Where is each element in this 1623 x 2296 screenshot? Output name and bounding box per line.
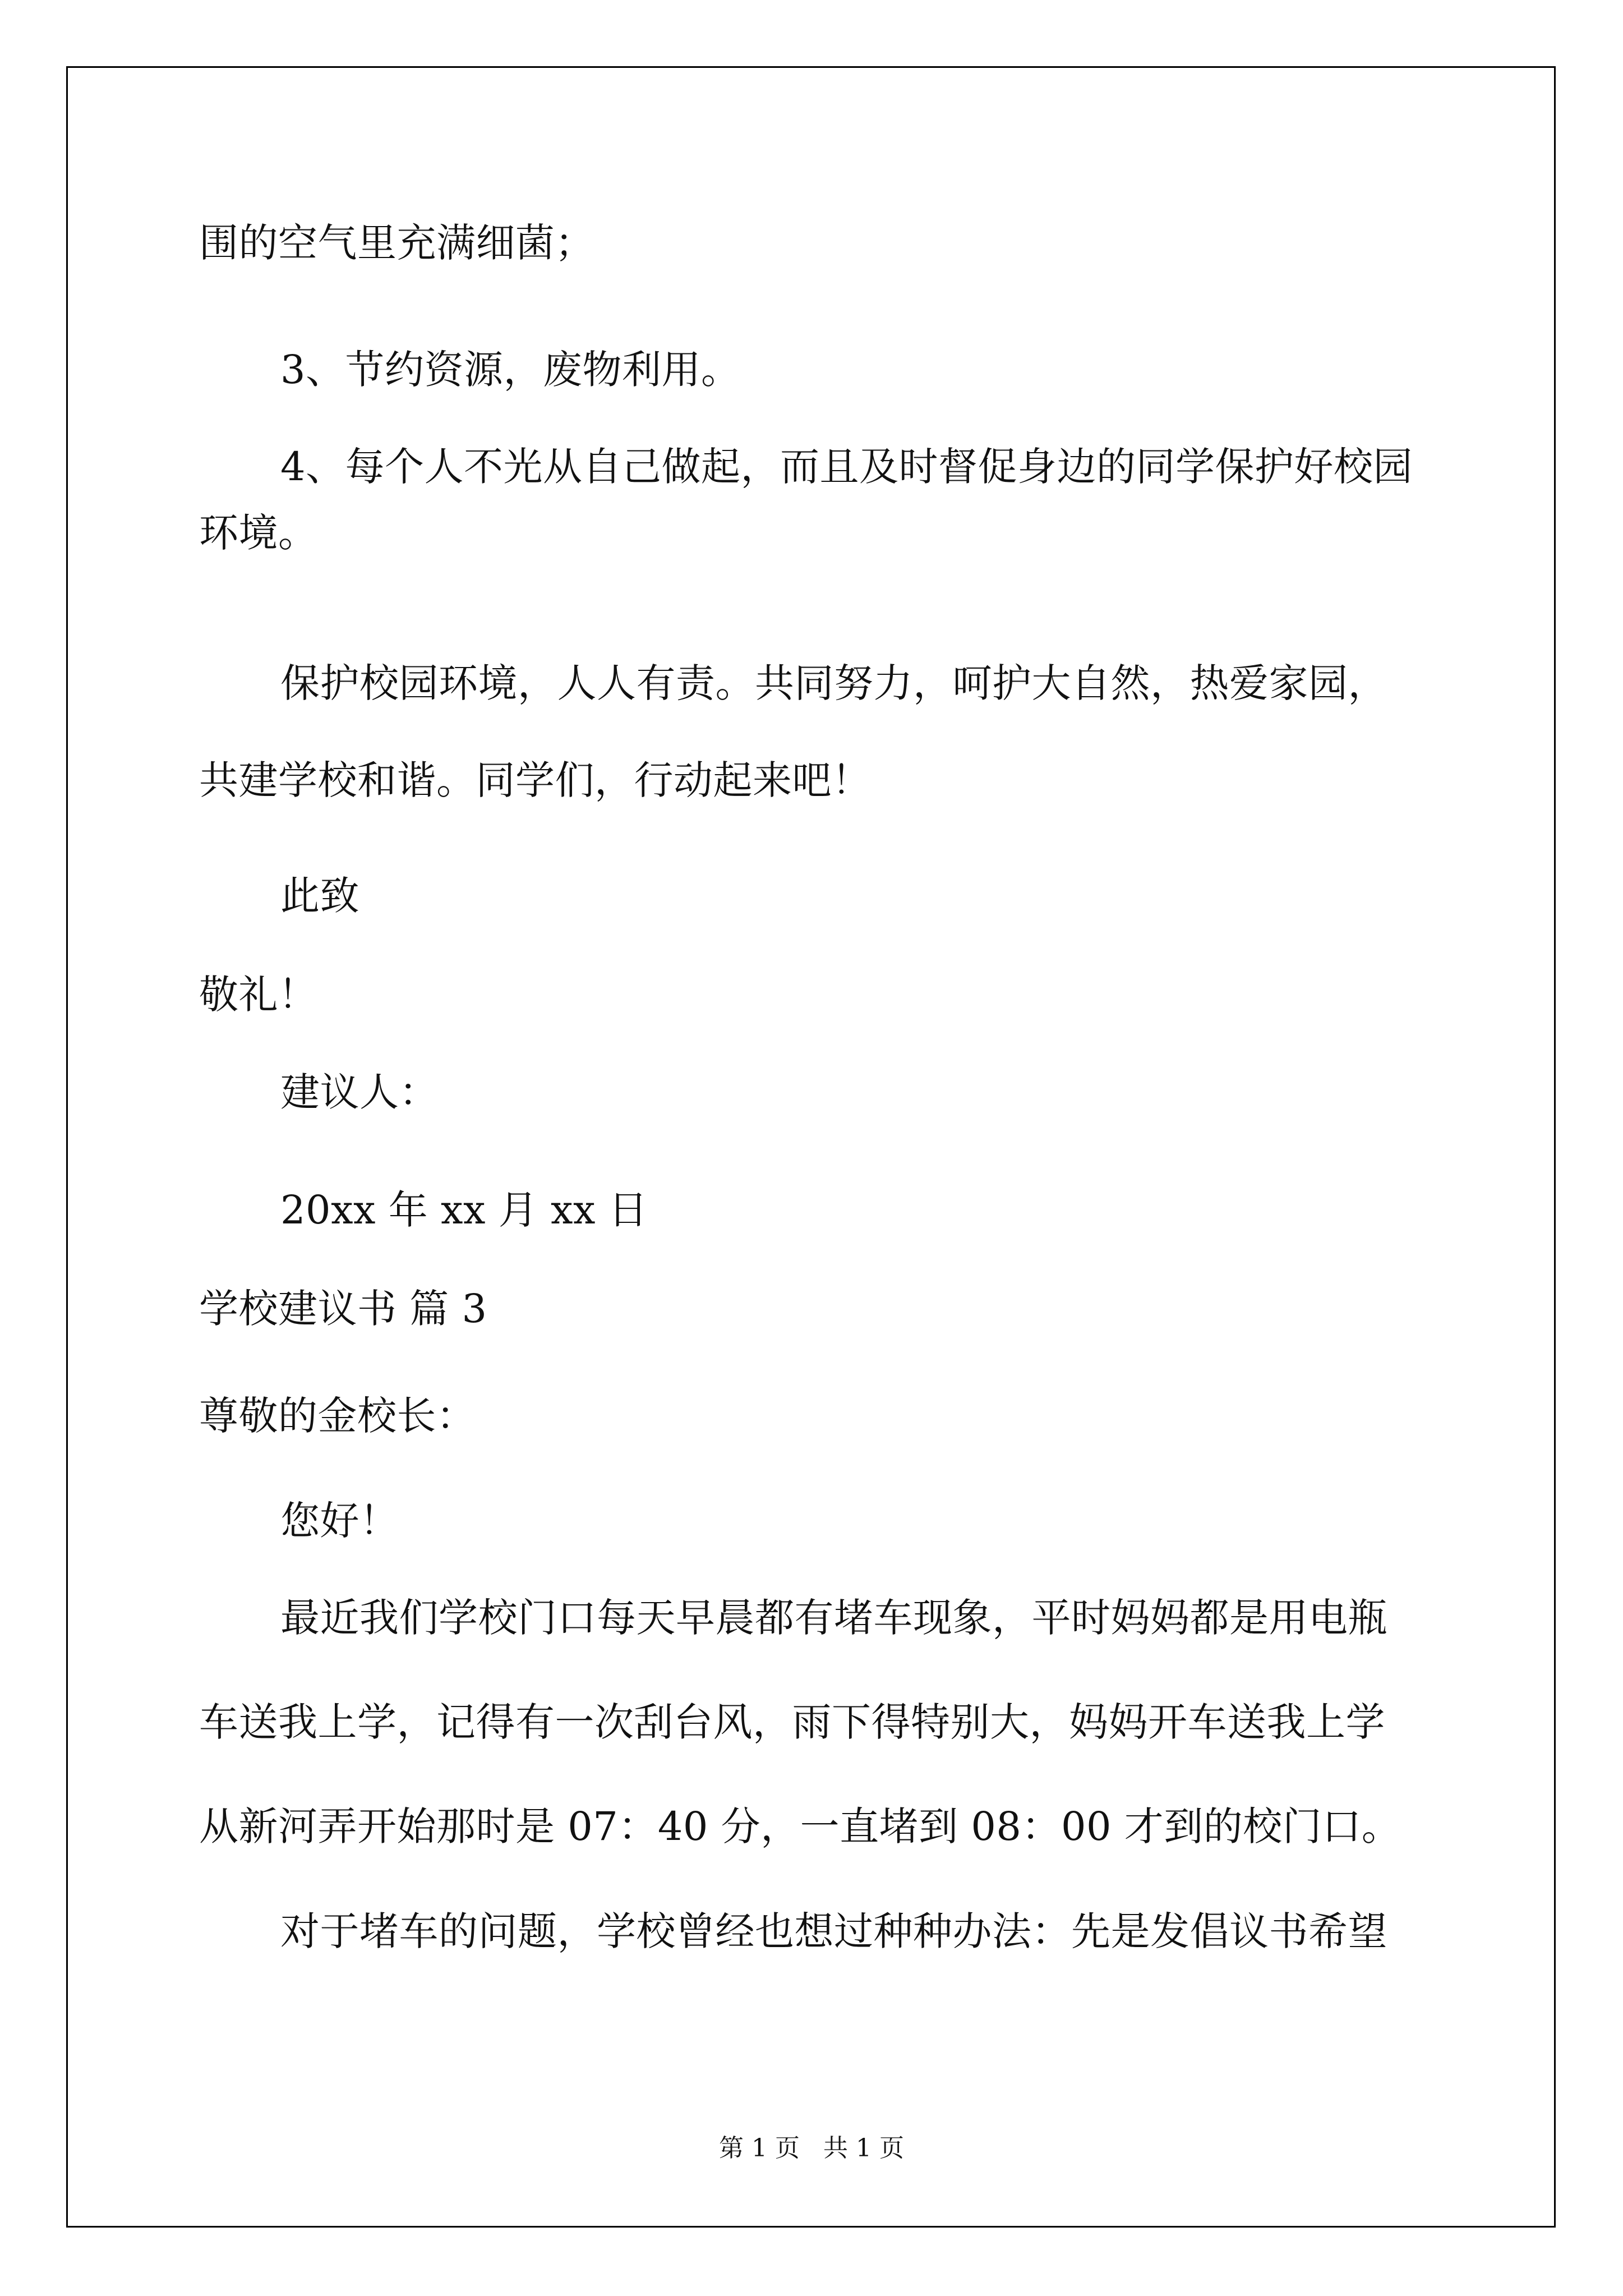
- text-line: 围的空气里充满细菌；: [199, 220, 594, 266]
- text-line: 4、每个人不光从自己做起，而且及时督促身边的同学保护好校园: [280, 444, 1413, 490]
- text-line: 20xx 年 xx 月 xx 日: [280, 1187, 648, 1233]
- text-line: 共建学校和谐。同学们，行动起来吧！: [199, 757, 872, 803]
- text-line: 您好！: [280, 1498, 399, 1544]
- text-line: 敬礼！: [199, 972, 318, 1018]
- text-line: 车送我上学，记得有一次刮台风，雨下得特别大，妈妈开车送我上学: [199, 1699, 1385, 1745]
- text-line: 学校建议书 篇 3: [199, 1286, 487, 1332]
- page-footer: 第 1 页 共 1 页: [719, 2134, 904, 2162]
- text-line: 保护校园环境，人人有责。共同努力，呵护大自然，热爱家园，: [280, 660, 1387, 706]
- text-line: 3、节约资源，废物利用。: [280, 347, 741, 393]
- text-line: 建议人：: [280, 1069, 439, 1115]
- text-line: 此致: [280, 873, 359, 919]
- text-line: 对于堵车的问题，学校曾经也想过种种办法：先是发倡议书希望: [280, 1908, 1387, 1954]
- text-line: 尊敬的金校长：: [199, 1393, 476, 1439]
- text-line: 最近我们学校门口每天早晨都有堵车现象，平时妈妈都是用电瓶: [280, 1595, 1387, 1641]
- text-line: 从新河弄开始那时是 07：40 分，一直堵到 08：00 才到的校门口。: [199, 1803, 1401, 1849]
- text-line: 环境。: [199, 510, 318, 556]
